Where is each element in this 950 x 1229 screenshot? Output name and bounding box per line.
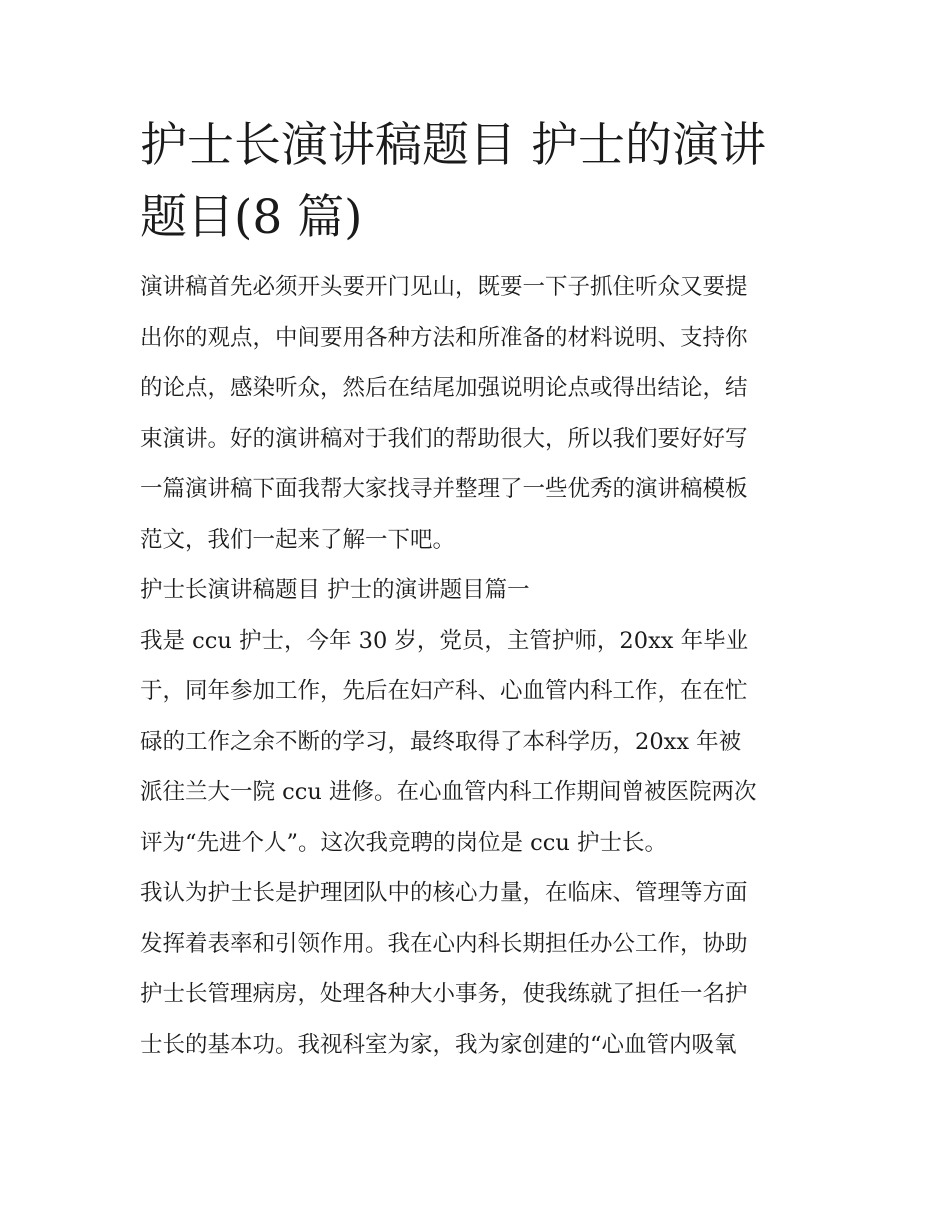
text-line: 的论点，感染听众，然后在结尾加强说明论点或得出结论，结 [140, 375, 748, 401]
text-line: 于，同年参加工作，先后在妇产科、心血管内科工作，在在忙 [140, 678, 748, 704]
title-line: 护士长演讲稿题目 护士的演讲 [140, 118, 766, 173]
text-line: 士长的基本功。我视科室为家，我为家创建的“心血管内吸氧 [140, 1031, 737, 1058]
text-line: 发挥着表率和引领作用。我在心内科长期担任办公工作，协助 [140, 930, 748, 957]
text-line: 碌的工作之余不断的学习，最终取得了本科学历，20xx 年被 [140, 728, 742, 755]
text-line: 派往兰大一院 ccu 进修。在心血管内科工作期间曾被医院两次 [140, 779, 757, 805]
text-line: 护士长管理病房，处理各种大小事务，使我练就了担任一名护 [140, 981, 748, 1007]
body-paragraph [140, 616, 815, 869]
body-paragraph [140, 868, 815, 1070]
text-line: 出你的观点，中间要用各种方法和所准备的材料说明、支持你 [140, 324, 748, 351]
title-line: 题目(8 篇) [140, 190, 363, 245]
text-line: 评为“先进个人”。这次我竞聘的岗位是 ccu 护士长。 [140, 829, 668, 856]
document-page [140, 110, 815, 1070]
text-line: 我是 ccu 护士，今年 30 岁，党员，主管护师，20xx 年毕业 [140, 627, 749, 654]
text-line: 一篇演讲稿下面我帮大家找寻并整理了一些优秀的演讲稿模板 [140, 476, 748, 502]
section-heading [140, 565, 815, 616]
text-line: 我认为护士长是护理团队中的核心力量，在临床、管理等方面 [140, 880, 748, 906]
intro-paragraph [140, 262, 815, 565]
text-line: 范文，我们一起来了解一下吧。 [140, 526, 456, 553]
text-line: 护士长演讲稿题目 护士的演讲题目篇一 [140, 577, 530, 603]
text-line: 束演讲。好的演讲稿对于我们的帮助很大，所以我们要好好写 [140, 425, 748, 452]
document-title [140, 110, 815, 254]
text-line: 演讲稿首先必须开头要开门见山，既要一下子抓住听众又要提 [140, 274, 748, 300]
